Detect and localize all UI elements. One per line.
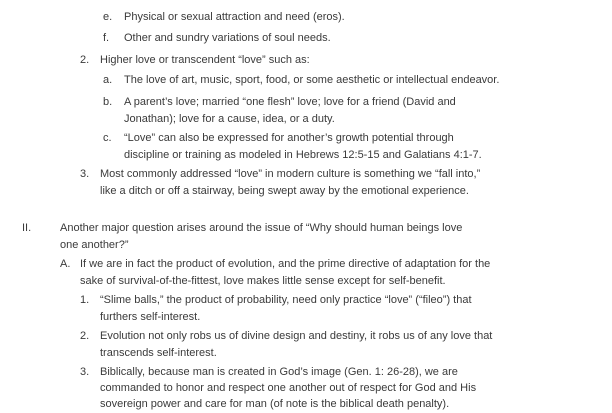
list-item-line: “Love” can also be expressed for another’s growth potential through xyxy=(124,132,454,144)
list-marker: 3. xyxy=(80,168,90,180)
list-marker: 2. xyxy=(80,330,90,342)
list-item-line: A parent’s love; married “one flesh” love; love for a friend (David and xyxy=(124,96,456,108)
list-item-text: Higher love or transcendent “love” such as: xyxy=(100,54,310,66)
list-marker: II. xyxy=(22,222,32,234)
list-item-line: Most commonly addressed “love” in modern culture is something we “fall into,” xyxy=(100,168,481,180)
list-item-line: Biblically, because man is created in God’s image (Gen. 1: 26-28), we are xyxy=(100,366,458,378)
list-item-line: like a ditch or off a stairway, being swept away by the emotional experience. xyxy=(100,185,469,197)
list-marker: 1. xyxy=(80,294,90,306)
list-item-line: discipline or training as modeled in Hebrews 12:5-15 and Galatians 4:1-7. xyxy=(124,149,482,161)
list-item-line: transcends self-interest. xyxy=(100,347,217,359)
list-item-line: commanded to honor and respect one another out of respect for God and His xyxy=(100,382,477,394)
list-item-line: “Slime balls,” the product of probability, need only practice “love” (“fileo”) that xyxy=(100,294,472,306)
list-marker: 3. xyxy=(80,366,90,378)
list-marker: e. xyxy=(103,11,113,23)
list-marker: c. xyxy=(103,132,112,144)
list-item-text: The love of art, music, sport, food, or some aesthetic or intellectual endeavor. xyxy=(124,74,500,86)
list-item-line: sovereign power and care for man (of note is the biblical death penalty). xyxy=(100,398,450,410)
list-marker: f. xyxy=(103,32,110,44)
list-marker: A. xyxy=(60,258,71,270)
list-marker: 2. xyxy=(80,54,90,66)
list-item-line: If we are in fact the product of evolution, and the prime directive of adaptation for the xyxy=(80,258,491,270)
list-item-text: Physical or sexual attraction and need (eros). xyxy=(124,11,345,23)
list-marker: b. xyxy=(103,96,113,108)
list-item-line: furthers self-interest. xyxy=(100,311,201,323)
list-marker: a. xyxy=(103,74,113,86)
list-item-line: one another?” xyxy=(60,239,129,251)
list-item-text: Other and sundry variations of soul needs. xyxy=(124,32,331,44)
list-item-line: Another major question arises around the issue of “Why should human beings love xyxy=(60,222,463,234)
list-item-line: Jonathan); love for a cause, idea, or a duty. xyxy=(124,113,335,125)
list-item-line: Evolution not only robs us of divine design and destiny, it robs us of any love that xyxy=(100,330,493,342)
list-item-line: sake of survival-of-the-fittest, love makes little sense except for self-benefit. xyxy=(80,275,446,287)
